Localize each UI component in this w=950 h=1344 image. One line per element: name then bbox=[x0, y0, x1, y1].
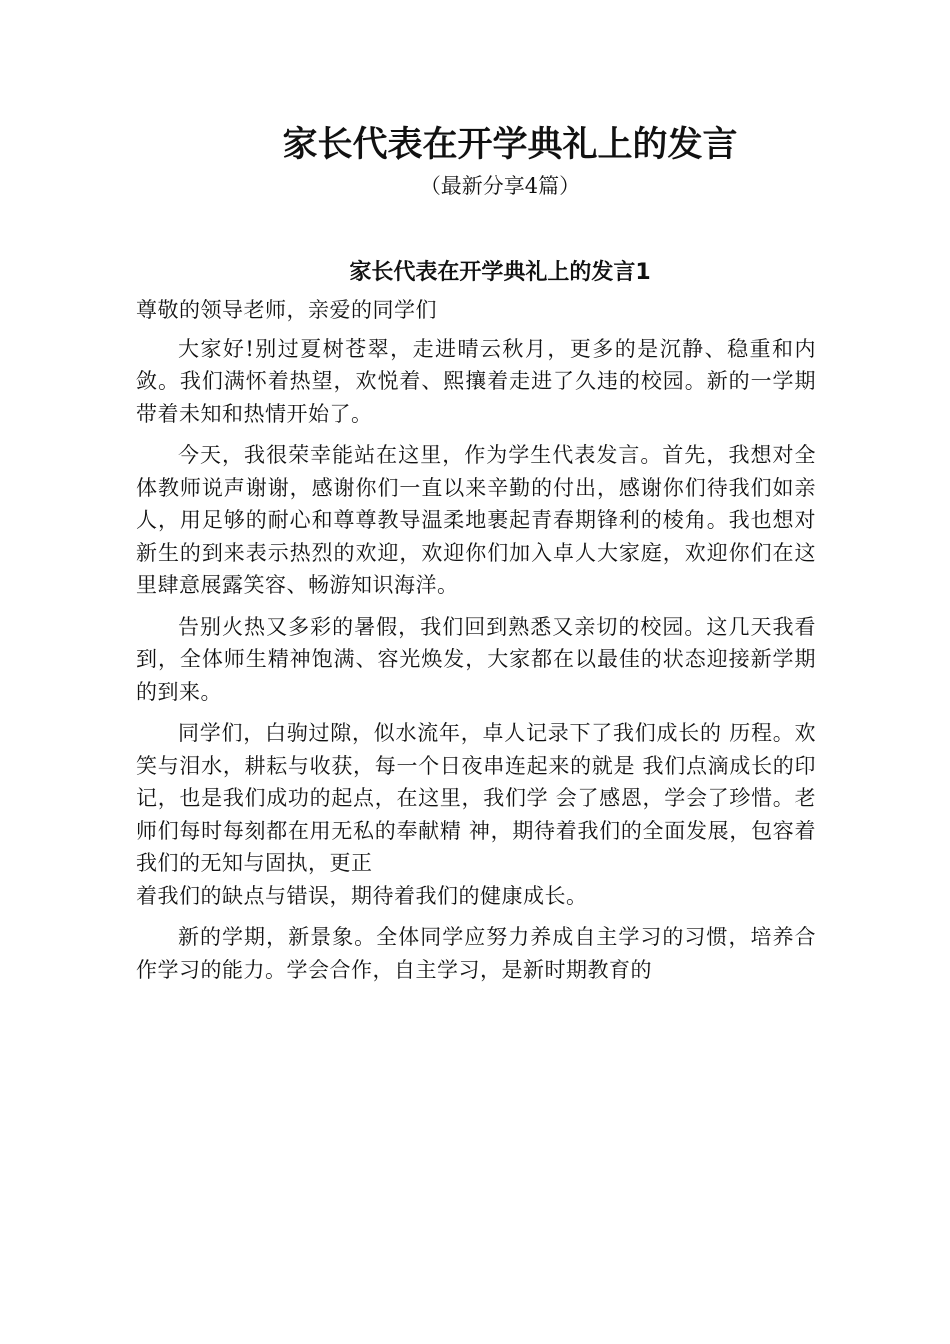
document-subtitle: （最新分享4篇） bbox=[419, 174, 581, 198]
speech-body bbox=[136, 294, 816, 986]
paragraph-4-continued: 着我们的缺点与错误，期待着我们的健康成长。 bbox=[136, 883, 588, 908]
paragraph-5: 新的学期，新景象。全体同学应努力养成自主学习的习惯，培养合作学习的能力。学会合作，自主学习，是新时期教育的 bbox=[136, 925, 816, 982]
document-title: 家长代表在开学典礼上的发言 bbox=[282, 125, 738, 165]
paragraph-4: 同学们，白驹过隙，似水流年，卓人记录下了我们成长的 历程。欢笑与泪水，耕耘与收获，每一个日夜串连起来的就是 我们点滴成长的印记，也是我们成功的起点，在这里，我们学 会了感恩，学会了珍惜。老师们每时每刻都在用无私的奉献精 神，期待着我们的全面发展，包容着我们的无知与固执，更正 bbox=[136, 721, 816, 875]
paragraph-3: 告别火热又多彩的暑假，我们回到熟悉又亲切的校园。这几天我看到，全体师生精神饱满、容光焕发，大家都在以最佳的状态迎接新学期的到来。 bbox=[136, 614, 816, 704]
greeting-line: 尊敬的领导老师，亲爱的同学们 bbox=[136, 298, 437, 322]
paragraph-1: 大家好!别过夏树苍翠，走进晴云秋月，更多的是沉静、稳重和内敛。我们满怀着热望，欢悦着、熙攘着走进了久违的校园。新的一学期带着未知和热情开始了。 bbox=[136, 336, 816, 426]
paragraph-2: 今天，我很荣幸能站在这里，作为学生代表发言。首先，我想对全体教师说声谢谢，感谢你们一直以来辛勤的付出，感谢你们待我们如亲人，用足够的耐心和尊尊教导温柔地裹起青春期锋利的棱角。我也想对新生的到来表示热烈的欢迎，欢迎你们加入卓人大家庭，欢迎你们在这里肆意展露笑容、畅游知识海洋。 bbox=[136, 443, 816, 597]
section-title: 家长代表在开学典礼上的发言1 bbox=[349, 260, 651, 285]
